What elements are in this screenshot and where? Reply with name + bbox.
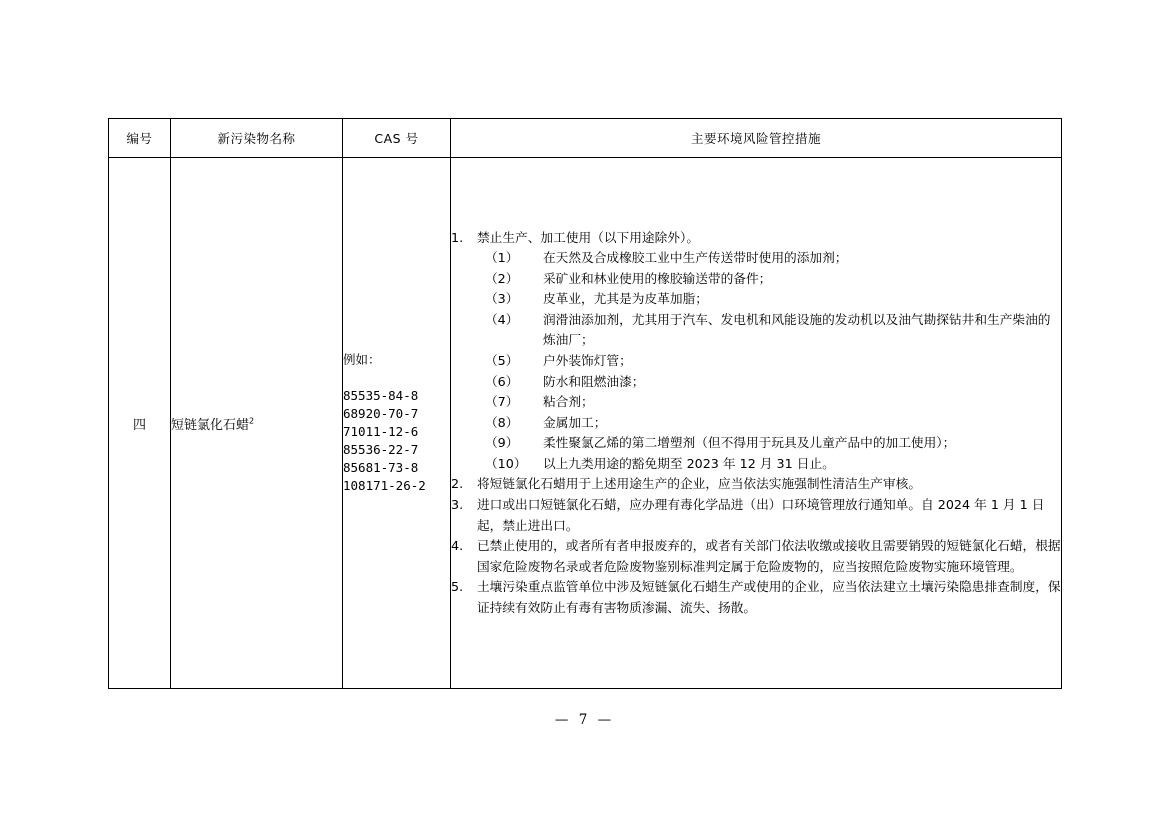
cas-number: 68920-70-7 xyxy=(343,405,419,421)
page-number-footer: — 7 — xyxy=(554,712,615,728)
measure-subitem-text: 在天然及合成橡胶工业中生产传送带时使用的添加剂； xyxy=(543,250,848,266)
pollutant-name-footnote: 2 xyxy=(249,416,255,426)
measure-subitem-text: 润滑油添加剂，尤其用于汽车、发电机和风能设施的发动机以及油气勘探钻井和生产柴油的炼油厂； xyxy=(543,311,1051,348)
measure-subitem-number: （6） xyxy=(485,373,519,389)
measure-subitem xyxy=(477,372,1061,393)
measure-text: 进口或出口短链氯化石蜡，应办理有毒化学品进（出）口环境管理放行通知单。自 2024 年 1 月 1 日起，禁止进出口。 xyxy=(477,497,1045,533)
pollutant-name-text: 短链氯化石蜡 xyxy=(171,417,250,433)
measure-subitem-number: （4） xyxy=(485,311,519,327)
measure-text: 禁止生产、加工使用（以下用途除外）。 xyxy=(477,229,700,245)
measure-number: 4. xyxy=(451,538,464,554)
header-pollutant-name: 新污染物名称 xyxy=(171,119,343,158)
measure-item xyxy=(451,536,1061,577)
measure-number: 1. xyxy=(451,229,464,245)
measure-subitem-text: 防水和阻燃油漆； xyxy=(543,373,645,389)
cas-intro-label: 例如： xyxy=(343,351,381,367)
measure-item xyxy=(451,474,1061,495)
cell-entry-number: 四 xyxy=(109,158,171,689)
measure-subitem-text: 皮革业，尤其是为皮革加脂； xyxy=(543,291,708,307)
cas-number: 108171-26-2 xyxy=(343,478,426,494)
measure-subitem xyxy=(477,454,1061,475)
measure-text: 已禁止使用的，或者所有者申报废弃的，或者有关部门依法收缴或接收且需要销毁的短链氯化石蜡，根据国家危险废物名录或者危险废物鉴别标准判定属于危险废物的，应当按照危险废物实施环境管理。 xyxy=(477,538,1061,574)
measure-text: 土壤污染重点监管单位中涉及短链氯化石蜡生产或使用的企业，应当依法建立土壤污染隐患排查制度，保证持续有效防止有毒有害物质渗漏、流失、扬散。 xyxy=(477,579,1061,615)
measure-item xyxy=(451,495,1061,536)
measure-subitem-text: 户外装饰灯管； xyxy=(543,352,632,368)
measure-subitem xyxy=(477,433,1061,454)
measure-subitem xyxy=(477,248,1061,269)
measure-number: 2. xyxy=(451,476,464,492)
measure-subitem-number: （10） xyxy=(485,455,527,471)
measure-subitem-text: 金属加工； xyxy=(543,414,607,430)
measure-subitem xyxy=(477,392,1061,413)
measure-subitem-list xyxy=(477,248,1061,474)
measures-list xyxy=(451,228,1061,619)
cas-number: 85535-84-8 xyxy=(343,387,419,403)
measure-subitem-text: 柔性聚氯乙烯的第二增塑剂（但不得用于玩具及儿童产品中的加工使用）； xyxy=(543,435,956,451)
table-header-row xyxy=(109,119,1062,158)
cell-control-measures xyxy=(451,158,1062,689)
cell-cas-numbers xyxy=(343,158,451,689)
measure-number: 5. xyxy=(451,579,464,595)
measure-number: 3. xyxy=(451,497,464,513)
table-row xyxy=(109,158,1062,689)
measure-subitem-text: 以上九类用途的豁免期至 2023 年 12 月 31 日止。 xyxy=(543,455,835,471)
measure-subitem-number: （7） xyxy=(485,394,519,410)
measure-subitem-number: （9） xyxy=(485,435,519,451)
measure-subitem xyxy=(477,351,1061,372)
header-cas-number: CAS 号 xyxy=(343,119,451,158)
measure-item xyxy=(451,577,1061,618)
cell-pollutant-name xyxy=(171,158,343,689)
measure-text: 将短链氯化石蜡用于上述用途生产的企业，应当依法实施强制性清洁生产审核。 xyxy=(477,476,922,492)
measure-subitem xyxy=(477,269,1061,290)
header-no: 编号 xyxy=(109,119,171,158)
measure-item xyxy=(451,228,1061,475)
cas-number: 85536-22-7 xyxy=(343,442,419,458)
pollutant-control-table xyxy=(108,118,1062,689)
measure-subitem-number: （1） xyxy=(485,250,519,266)
measure-subitem-text: 采矿业和林业使用的橡胶输送带的备件； xyxy=(543,270,772,286)
cas-number-list xyxy=(343,387,450,496)
cas-number: 71011-12-6 xyxy=(343,424,419,439)
measure-subitem xyxy=(477,289,1061,310)
measure-subitem-number: （2） xyxy=(485,270,519,286)
cas-number: 85681-73-8 xyxy=(343,460,419,476)
measure-subitem-text: 粘合剂； xyxy=(543,394,594,410)
measure-subitem-number: （5） xyxy=(485,352,519,368)
measure-subitem xyxy=(477,413,1061,434)
header-control-measures: 主要环境风险管控措施 xyxy=(451,119,1062,158)
measure-subitem xyxy=(477,310,1061,351)
measure-subitem-number: （8） xyxy=(485,414,519,430)
measure-subitem-number: （3） xyxy=(485,291,519,307)
